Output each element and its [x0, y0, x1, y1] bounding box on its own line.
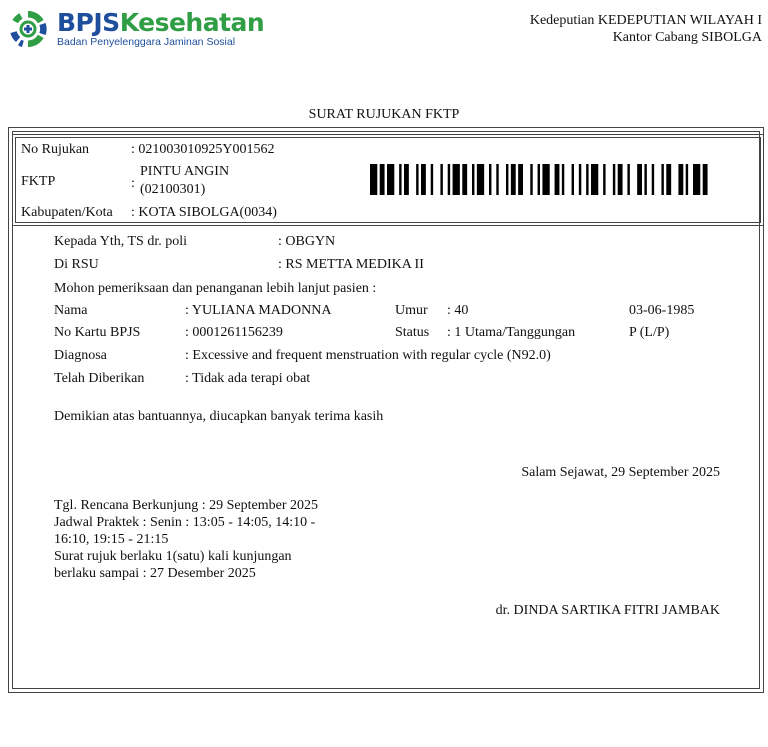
- barcode-bar: [472, 164, 474, 195]
- fktp-name: PINTU ANGIN: [140, 164, 230, 179]
- barcode-bar: [562, 164, 564, 195]
- diagnosa-label: Diagnosa: [54, 348, 107, 363]
- brand-bpjs: BPJS: [57, 8, 120, 38]
- brand-tagline: Badan Penyelenggara Jaminan Sosial: [57, 36, 236, 49]
- status-value: : 1 Utama/Tanggungan: [447, 325, 576, 340]
- brand-kesehatan: Kesehatan: [119, 8, 265, 38]
- barcode-bar: [506, 164, 508, 195]
- barcode-bar: [686, 164, 688, 195]
- barcode-bar: [613, 164, 615, 195]
- barcode-bar: [542, 164, 549, 195]
- date-of-birth: 03-06-1985: [629, 303, 695, 318]
- barcode-bar: [440, 164, 442, 195]
- barcode-bar: [591, 164, 598, 195]
- barcode-bar: [586, 164, 588, 195]
- gender: P (L/P): [629, 325, 670, 340]
- berlaku-sampai: berlaku sampai : 27 Desember 2025: [54, 566, 256, 581]
- barcode-bar: [462, 164, 467, 195]
- office-line-2: Kantor Cabang SIBOLGA: [612, 30, 762, 45]
- barcode-bar: [644, 164, 646, 195]
- barcode-bar: [666, 164, 671, 195]
- barcode-bar: [572, 164, 574, 195]
- barcode-bar: [678, 164, 683, 195]
- bpjs-emblem-icon: [8, 9, 48, 49]
- barcode-bar: [530, 164, 532, 195]
- brand-name: [57, 8, 265, 38]
- kabupaten-label: Kabupaten/Kota: [21, 205, 113, 220]
- jadwal-praktek: Jadwal Praktek : Senin : 13:05 - 14:05, 14:10 -: [54, 515, 316, 530]
- status-label: Status: [395, 325, 430, 340]
- barcode-bar: [477, 164, 484, 195]
- barcode-bar: [603, 164, 605, 195]
- document-title: SURAT RUJUKAN FKTP: [308, 107, 460, 122]
- schedule-block: [54, 497, 318, 582]
- kartu-value: : 0001261156239: [185, 325, 283, 340]
- nama-value: : YULIANA MADONNA: [185, 303, 332, 318]
- umur-value: : 40: [447, 303, 469, 318]
- barcode-bar: [387, 164, 394, 195]
- jadwal-praktek-cont: 16:10, 19:15 - 21:15: [54, 532, 169, 547]
- diberikan-value: : Tidak ada terapi obat: [185, 371, 311, 386]
- barcode-bar: [511, 164, 516, 195]
- barcode-bar: [579, 164, 581, 195]
- barcode-bar: [538, 164, 540, 195]
- no-rujukan-label: No Rujukan: [21, 142, 90, 157]
- fktp-label: FKTP: [21, 174, 56, 189]
- no-rujukan-value: : 021003010925Y001562: [131, 142, 275, 157]
- kepada-label: Kepada Yth, TS dr. poli: [54, 234, 187, 249]
- patient-intro: Mohon pemeriksaan dan penanganan lebih lanjut pasien :: [54, 281, 377, 296]
- barcode-bar: [404, 164, 409, 195]
- barcode-bar: [555, 164, 560, 195]
- nama-label: Nama: [54, 303, 88, 318]
- barcode-bar: [380, 164, 385, 195]
- barcode-bar: [421, 164, 426, 195]
- kartu-label: No Kartu BPJS: [54, 325, 141, 340]
- di-rsu-value: : RS METTA MEDIKA II: [278, 257, 424, 272]
- barcode-bar: [618, 164, 623, 195]
- barcode: [370, 164, 710, 195]
- kabupaten-value: : KOTA SIBOLGA(0034): [131, 205, 277, 220]
- barcode-bar: [496, 164, 498, 195]
- barcode-bar: [627, 164, 629, 195]
- barcode-bar: [416, 164, 418, 195]
- rencana-berkunjung: Tgl. Rencana Berkunjung : 29 September 2025: [54, 498, 318, 513]
- doctor-name: dr. DINDA SARTIKA FITRI JAMBAK: [495, 603, 720, 618]
- barcode-bar: [370, 164, 377, 195]
- barcode-bar: [703, 164, 708, 195]
- closing-text: Demikian atas bantuannya, diucapkan banyak terima kasih: [54, 409, 384, 424]
- diagnosa-value: : Excessive and frequent menstruation with regular cycle (N92.0): [185, 348, 551, 363]
- fktp-value: [140, 163, 229, 199]
- bpjs-logo: [8, 8, 264, 50]
- umur-label: Umur: [395, 303, 428, 318]
- barcode-bar: [453, 164, 460, 195]
- barcode-bar: [399, 164, 401, 195]
- fktp-colon: :: [131, 176, 135, 191]
- barcode-bar: [661, 164, 663, 195]
- barcode-bar: [448, 164, 450, 195]
- diberikan-label: Telah Diberikan: [54, 371, 145, 386]
- kepada-value: : OBGYN: [278, 234, 336, 249]
- barcode-bar: [693, 164, 700, 195]
- office-info: [530, 12, 762, 46]
- di-rsu-label: Di RSU: [54, 257, 99, 272]
- barcode-bar: [518, 164, 523, 195]
- office-line-1: Kedeputian KEDEPUTIAN WILAYAH I: [529, 13, 762, 28]
- salam-sejawat: Salam Sejawat, 29 September 2025: [521, 465, 720, 480]
- berlaku-kunjungan: Surat rujuk berlaku 1(satu) kali kunjungan: [54, 549, 292, 564]
- barcode-bar: [489, 164, 491, 195]
- barcode-bar: [431, 164, 433, 195]
- fktp-code: (02100301): [140, 182, 206, 197]
- barcode-bar: [637, 164, 642, 195]
- barcode-bar: [652, 164, 654, 195]
